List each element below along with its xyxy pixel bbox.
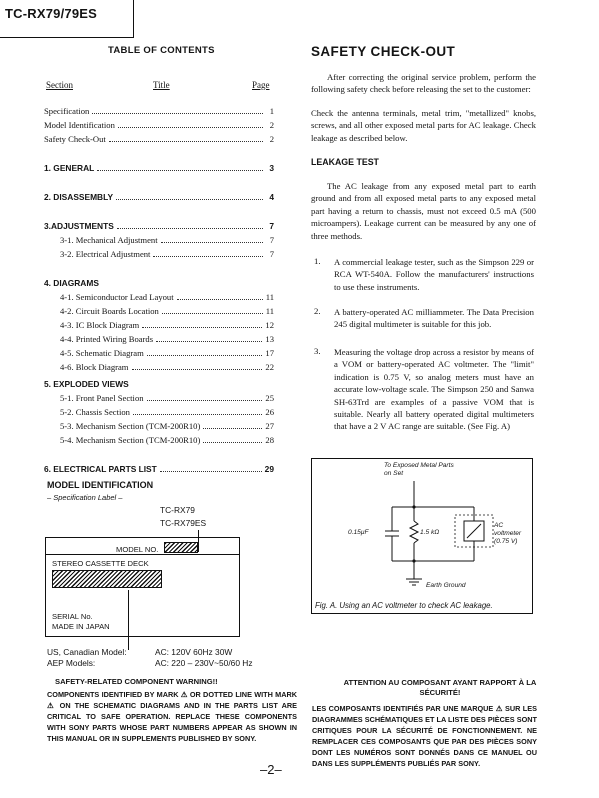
toc-entry: 2. DISASSEMBLY 4 bbox=[44, 192, 274, 202]
safety-checkout-title: SAFETY CHECK-OUT bbox=[311, 44, 456, 59]
page-number: –2– bbox=[260, 762, 282, 777]
toc-entry: 4-4. Printed Wiring Boards 13 bbox=[60, 334, 274, 344]
toc-column-section: Section bbox=[46, 80, 73, 90]
figure-a-leakage-circuit bbox=[311, 458, 533, 614]
spec-aep-name: AEP Models: bbox=[47, 658, 96, 668]
toc-entry: 4-2. Circuit Boards Location 11 bbox=[60, 306, 274, 316]
safety-warning-body: COMPONENTS IDENTIFIED BY MARK ⚠ OR DOTTED LINE WITH MARK ⚠ ON THE SCHEMATIC DIAGRAMS AND IN THE PARTS LIST ARE CRITICAL TO SAFE OPERATION. REPLACE THESE COMPONENTS WITH SONY PARTS WHOSE PART NUMBERS APPEAR AS SHOWN IN THIS MANUAL OR IN SUPPLEMENTS PUBLISHED BY SONY. bbox=[47, 690, 297, 743]
toc-entry: 5. EXPLODED VIEWS bbox=[44, 379, 129, 389]
toc-entry: 4-3. IC Block Diagram 12 bbox=[60, 320, 274, 330]
model-name-rx79es: TC-RX79ES bbox=[160, 518, 207, 528]
leakage-test-title: LEAKAGE TEST bbox=[311, 157, 379, 167]
figure-label-resistor: 1.5 kΩ bbox=[420, 529, 440, 536]
method-text: A commercial leakage tester, such as the Simpson 229 or RCA WT-540A. Follow the manufacturers' instructions to use these instruments. bbox=[334, 257, 534, 292]
header-divider bbox=[0, 37, 134, 38]
spec-us-value: AC: 120V 60Hz 30W bbox=[155, 647, 233, 657]
toc-title: TABLE OF CONTENTS bbox=[108, 45, 215, 56]
spec-aep-value: AC: 220 – 230V~50/60 Hz bbox=[155, 658, 253, 668]
spec-us-name: US, Canadian Model: bbox=[47, 647, 127, 657]
method-number: 2. bbox=[314, 306, 321, 316]
toc-entry: 4-5. Schematic Diagram 17 bbox=[60, 348, 274, 358]
figure-label-voltmeter: AC voltmeter (0.75 V) bbox=[494, 522, 522, 545]
label-divider bbox=[46, 554, 239, 555]
toc-entry: 4. DIAGRAMS bbox=[44, 278, 99, 288]
specification-label-caption: – Specification Label – bbox=[47, 493, 123, 502]
toc-column-page: Page bbox=[252, 80, 270, 90]
safety-intro-2: Check the antenna terminals, metal trim, "metallized" knobs, screws, and all other exposed metal parts for AC leakage. Check leakage as described below. bbox=[311, 108, 536, 143]
french-warning-title: ATTENTION AU COMPOSANT AYANT RAPPORT À LA SÉCURITÉ! bbox=[343, 678, 537, 697]
toc-entry: 6. ELECTRICAL PARTS LIST 29 bbox=[44, 464, 274, 474]
label-deck-name: STEREO CASSETTE DECK bbox=[52, 559, 149, 568]
toc-entry: 4-1. Semiconductor Lead Layout 11 bbox=[60, 292, 274, 302]
model-identification-title: MODEL IDENTIFICATION bbox=[47, 480, 154, 490]
french-warning-body: LES COMPOSANTS IDENTIFIÉS PAR UNE MARQUE ⚠ SUR LES DIAGRAMMES SCHÉMATIQUES ET LA LISTE DES PIÈCES SONT CRITIQUES POUR LA SÉCURITÉ DE FONCTIONNEMENT. NE REMPLACER CES COMPOSANTS QUE PAR DES PIÈCES SONY DONT LES NUMÉROS SONT DONNÉS DANS CE MANUEL OU DANS LES SUPPLÉMENTS PUBLIÉS PAR SONY. bbox=[312, 704, 537, 768]
figure-label-ground: Earth Ground bbox=[426, 582, 466, 589]
toc-entry: Specification 1 bbox=[44, 106, 274, 116]
leakage-test-body: The AC leakage from any exposed metal part to earth ground and from all exposed metal parts to any exposed metal part having a return to chassis, must not exceed 0.5 mA (500 microampers). Leakage current can be measured by any one of three methods. bbox=[311, 181, 536, 241]
toc-entry: 3-1. Mechanical Adjustment 7 bbox=[60, 235, 274, 245]
model-no-hatched-field bbox=[164, 542, 198, 553]
method-text: A battery-operated AC milliammeter. The Data Precision 245 digital multimeter is suitable for this job. bbox=[334, 307, 534, 330]
figure-label-capacitor: 0.15μF bbox=[348, 529, 369, 536]
method-text: Measuring the voltage drop across a resistor by means of a VOM or battery-operated AC voltmeter. The "limit" indication is 0.75 V, so analog meters must have an accurate low-voltage scale. The Simpson 250 and Sanwa SH-63Trd are examples of a passive VOM that is suitable. Nearly all battery operated digital multimeters that have a 2 V AC range are suitable. (See Fig. A) bbox=[334, 347, 534, 432]
toc-entry: 4-6. Block Diagram 22 bbox=[60, 362, 274, 372]
toc-entry: Safety Check-Out 2 bbox=[44, 134, 274, 144]
toc-entry: 5-2. Chassis Section 26 bbox=[60, 407, 274, 417]
safety-warning-title: SAFETY-RELATED COMPONENT WARNING!! bbox=[55, 677, 218, 686]
method-number: 3. bbox=[314, 346, 321, 356]
figure-caption: Fig. A. Using an AC voltmeter to check AC leakage. bbox=[315, 601, 493, 610]
model-name-rx79: TC-RX79 bbox=[160, 505, 195, 515]
label-serial-made-in: SERIAL No. MADE IN JAPAN bbox=[52, 612, 110, 631]
toc-entry: 3-2. Electrical Adjustment 7 bbox=[60, 249, 274, 259]
toc-entry: 5-4. Mechanism Section (TCM-200R10) 28 bbox=[60, 435, 274, 445]
document-model-header: TC-RX79/79ES bbox=[5, 6, 97, 21]
safety-intro: After correcting the original service problem, perform the following safety check before releasing the set to the customer: bbox=[311, 72, 536, 95]
label-model-no: MODEL NO. bbox=[116, 545, 159, 554]
figure-label-exposed-metal: To Exposed Metal Parts on Set bbox=[384, 462, 454, 477]
method-number: 1. bbox=[314, 256, 321, 266]
header-divider-vertical bbox=[133, 0, 134, 38]
toc-entry: 1. GENERAL 3 bbox=[44, 163, 274, 173]
deck-hatched-field bbox=[52, 570, 162, 588]
toc-entry: 3.ADJUSTMENTS 7 bbox=[44, 221, 274, 231]
toc-entry: Model Identification 2 bbox=[44, 120, 274, 130]
toc-column-title: Title bbox=[153, 80, 170, 90]
specification-label-drawing bbox=[45, 537, 240, 637]
toc-entry: 5-1. Front Panel Section 25 bbox=[60, 393, 274, 403]
toc-entry: 5-3. Mechanism Section (TCM-200R10) 27 bbox=[60, 421, 274, 431]
